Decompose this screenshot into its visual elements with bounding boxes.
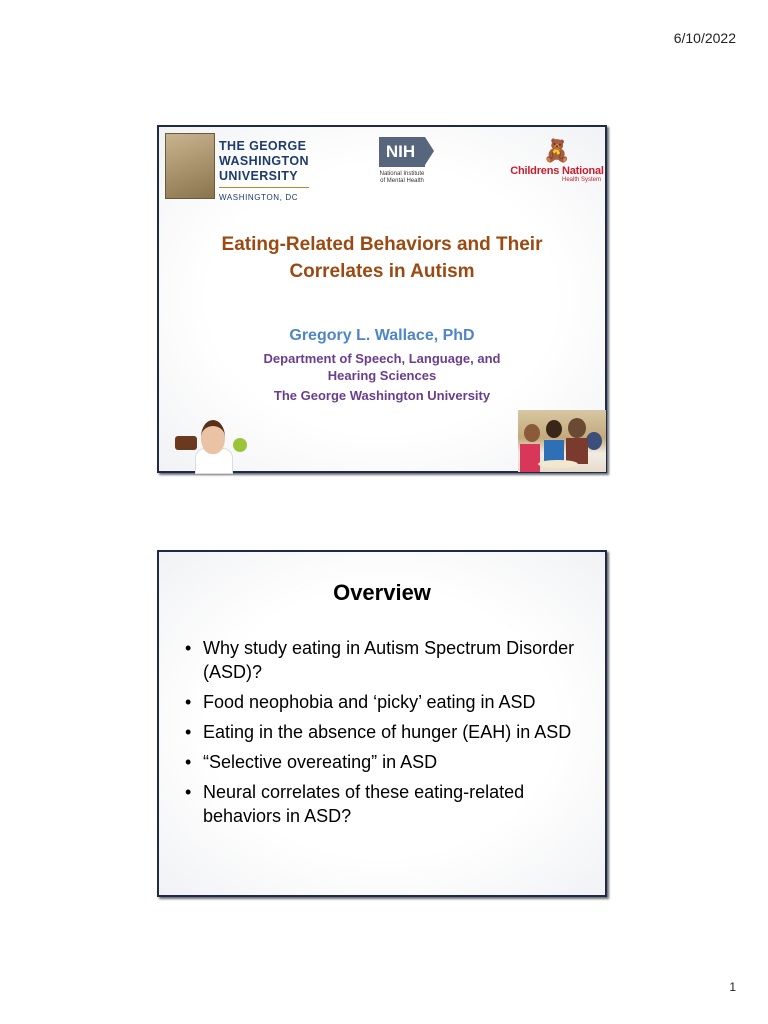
nih-caption-line-1: National Institute [379,171,425,177]
nimh-logo [367,137,437,197]
gwu-logo-line-1: THE GEORGE [219,139,307,153]
page-date: 6/10/2022 [673,30,736,46]
gwu-logo-line-2: WASHINGTON [219,154,309,168]
slide-title-line-2: Correlates in Autism [289,261,475,282]
bullet-item: • “Selective overeating” in ASD [185,750,575,774]
bullet-item: • Food neophobia and ‘picky’ eating in ASD [185,690,575,714]
gwu-logo [165,133,309,202]
bullet-item: • Why study eating in Autism Spectrum Disorder (ASD)? [185,636,575,684]
nih-badge: NIH [379,137,425,167]
overview-slide [157,550,607,897]
slide-title [159,231,605,285]
overview-bullet-list [185,636,575,834]
cn-logo-sub: Health System [561,177,601,183]
department-line-1: Department of Speech, Language, and [263,351,501,366]
university-name: The George Washington University [273,388,491,403]
bullet-item: • Eating in the absence of hunger (EAH) in ASD [185,720,575,744]
cn-logo-name: Childrens National [510,165,604,177]
page-number: 1 [729,980,736,994]
teddy-bear-icon: 🧸 [543,138,571,163]
gwu-logo-location: WASHINGTON, DC [219,187,309,205]
woman-cake-apple-photo [173,416,253,472]
bullet-item: • Neural correlates of these eating-related behaviors in ASD? [185,780,575,828]
slide-title-line-1: Eating-Related Behaviors and Their [221,234,543,255]
gwu-logo-line-3: UNIVERSITY [219,169,299,183]
department [219,350,545,384]
overview-title: Overview [333,580,431,605]
family-dinner-photo [518,410,606,472]
author-name: Gregory L. Wallace, PhD [289,327,475,344]
washington-portrait-image [165,133,215,199]
department-line-2: Hearing Sciences [327,368,437,383]
nih-caption-line-2: of Mental Health [380,178,424,184]
childrens-national-logo [509,137,605,197]
title-slide [157,125,607,473]
